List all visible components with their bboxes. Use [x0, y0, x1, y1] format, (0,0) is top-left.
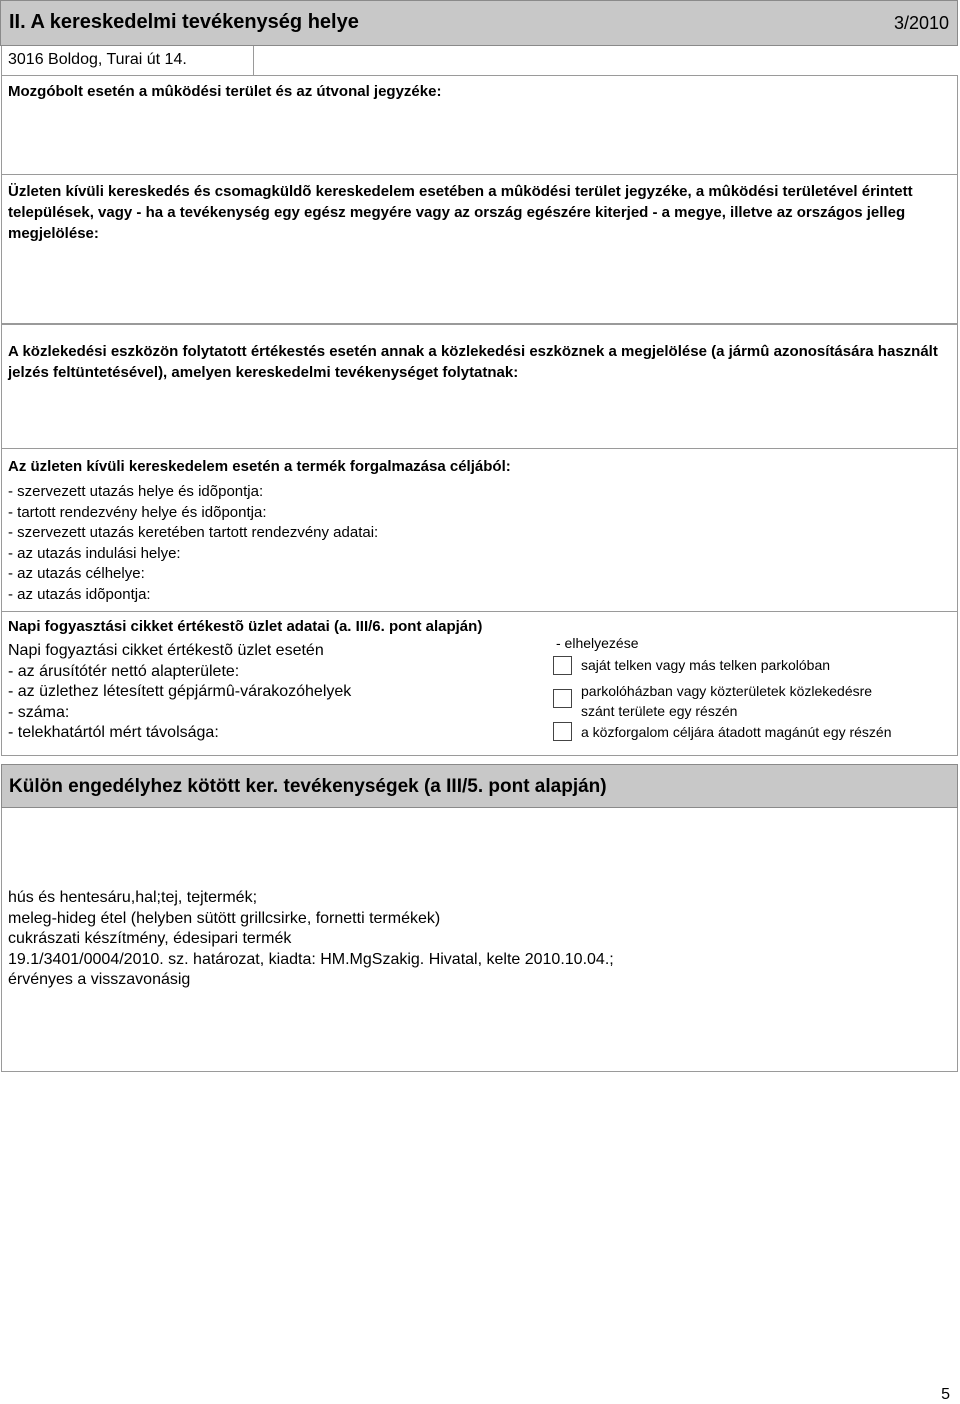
outside-store-box	[1, 175, 958, 324]
parking-own-lot-checkbox[interactable]	[553, 656, 572, 675]
list-item: - az árusítótér nettó alapterülete:	[8, 662, 240, 680]
licensed-header	[1, 764, 958, 808]
licensed-title: Külön engedélyhez kötött ker. tevékenységek (a III/5. pont alapján)	[9, 776, 607, 797]
vehicle-box	[1, 324, 958, 449]
list-item: - az utazás idõpontja:	[8, 585, 151, 603]
mobile-shop-box	[1, 75, 958, 175]
list-item: - szervezett utazás keretében tartott rendezvény adatai:	[8, 524, 379, 541]
outside-trade-box	[1, 449, 958, 612]
document-number: 3/2010	[893, 13, 949, 33]
list-item: hús és hentesáru,hal;tej, tejtermék;	[8, 889, 258, 906]
licensed-box	[1, 808, 958, 1072]
parking-private-road-label: a közforgalom céljára átadott magánút egy részén	[581, 724, 892, 740]
list-item: - az utazás célhelye:	[8, 565, 145, 582]
list-item: - az üzlethez létesített gépjármû-várakozóhelyek	[8, 683, 352, 700]
address-field	[1, 46, 254, 76]
licensed-details	[8, 888, 614, 991]
list-item: - telekhatártól mért távolsága:	[8, 724, 219, 741]
list-item: - száma:	[8, 703, 70, 721]
parking-garage-checkbox[interactable]	[553, 689, 572, 708]
list-item: Napi fogyaztási cikket értékestõ üzlet esetén	[8, 642, 324, 659]
list-item: érvényes a visszavonásig	[8, 971, 191, 988]
list-item: 19.1/3401/0004/2010. sz. határozat, kiadta: HM.MgSzakig. Hivatal, kelte 2010.10.04.;	[8, 950, 614, 968]
option-line: szánt területe egy részén	[581, 703, 738, 719]
list-item: cukrászati készítmény, édesipari termék	[8, 930, 292, 947]
parking-garage-label	[581, 681, 872, 721]
vehicle-label: A közlekedési eszközön folytatott értékestés esetén annak a közlekedési eszköznek a megjelölése (a jármû azonosítására használt jelzés feltüntetésével), amelyen kereskedelmi tevékenységet folytatnak:	[8, 343, 938, 381]
option-line: parkolóházban vagy közterületek közlekedésre	[581, 683, 873, 699]
list-item: - szervezett utazás helye és idõpontja:	[8, 483, 264, 500]
outside-trade-title: Az üzleten kívüli kereskedelem esetén a termék forgalmazása céljából:	[8, 458, 511, 475]
section-header	[0, 0, 958, 46]
placement-label: - elhelyezése	[556, 635, 639, 651]
outside-trade-list	[8, 482, 378, 605]
list-item: - tartott rendezvény helye és idõpontja:	[8, 503, 267, 521]
daily-goods-title: Napi fogyasztási cikket értékestõ üzlet adatai (a. III/6. pont alapján)	[8, 618, 483, 635]
daily-goods-details	[8, 641, 351, 744]
list-item: meleg-hideg étel (helyben sütött grillcsirke, fornetti termékek)	[8, 909, 441, 927]
section-title: II. A kereskedelmi tevékenység helye	[9, 11, 359, 33]
mobile-shop-label: Mozgóbolt esetén a mûködési terület és az útvonal jegyzéke:	[8, 83, 442, 100]
outside-store-label: Üzleten kívüli kereskedés és csomagküldõ kereskedelem esetében a mûködési terület jegyzéke, a mûködési területével érintett települések, vagy - ha a tevékenység egy egész megyére vagy az ország egészére kiterjed - a megye, illetve az országos jelleg megjelölése:	[8, 183, 913, 242]
daily-goods-box	[1, 612, 958, 756]
page-number: 5	[941, 1386, 950, 1403]
parking-own-lot-label: saját telken vagy más telken parkolóban	[581, 657, 831, 673]
address-value: 3016 Boldog, Turai út 14.	[8, 51, 187, 68]
list-item: - az utazás indulási helye:	[8, 544, 181, 562]
parking-private-road-checkbox[interactable]	[553, 722, 572, 741]
